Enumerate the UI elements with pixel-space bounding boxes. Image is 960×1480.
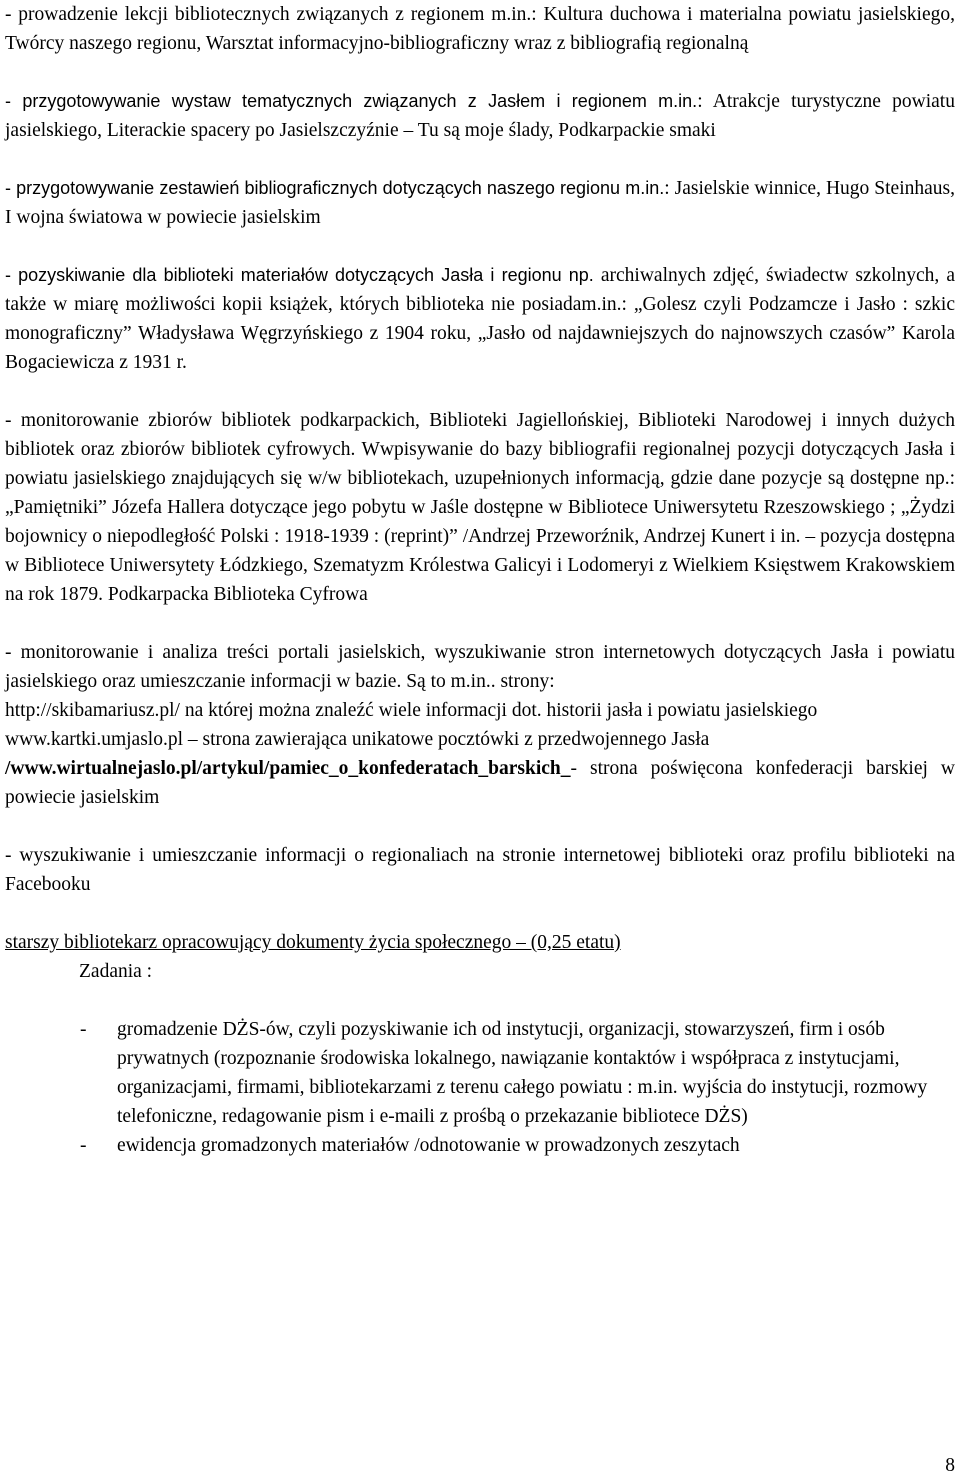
- paragraph-exhibitions: [5, 87, 955, 145]
- wirtualnejaslo-desc: - strona poświęcona konfederacji barskiej w powiecie jasielskim: [5, 758, 955, 808]
- list-dash: -: [80, 1135, 87, 1156]
- page-number: 8: [945, 1455, 955, 1476]
- paragraph-site-kartki: www.kartki.umjaslo.pl – strona zawierająca unikatowe pocztówki z przedwojennego Jasła: [5, 729, 710, 750]
- list-item-text: gromadzenie DŻS-ów, czyli pozyskiwanie ich od instytucji, organizacji, stowarzyszeń, firm i osób prywatnych (rozpoznanie środowiska lokalnego, nawiązanie kontaktów i współpraca z instytucjami, organizacjami, firmami, bibliotekarzami z terenu całego powiatu : m.in. wyjścia do instytucji, rozmowy telefoniczne, redagowanie pism i e-maili z prośbą o przekazanie bibliotece DŻS): [117, 1019, 928, 1127]
- exhibitions-rest: : Atrakcje turystyczne powiatu jasielskiego, Literackie spacery po Jasielszczyźnie – Tu są moje ślady, Podkarpackie smaki: [5, 91, 955, 141]
- section-heading: starszy bibliotekarz opracowujący dokumenty życia społecznego – (0,25 etatu): [5, 932, 621, 953]
- bibliographies-rest: : Jasielskie winnice, Hugo Steinhaus, I wojna światowa w powiecie jasielskim: [5, 178, 955, 228]
- paragraph-monitoring-collections: - monitorowanie zbiorów bibliotek podkarpackich, Biblioteki Jagiellońskiej, Biblioteki Narodowej i innych dużych bibliotek oraz zbiorów bibliotek cyfrowych. Wwpisywanie do bazy bibliografii regionalnej pozycji dotyczących Jasła i powiatu jasielskiego znajdujących się w/w bibliotekach, uzupełnionych informacją, gdzie dane pozycje są dostępne np.: „Pamiętniki” Józefa Hallera dotyczące jego pobytu w Jaśle dostępne w Bibliotece Uniwersytetu Rzeszowskiego ; „Żydzi bojownicy o niepodległość Polski : 1918-1939 : (reprint)” /Andrzej Przeworźnik, Andrzej Kunert i in. – pozycja dostępna w Bibliotece Uniwersytety Łódzkiego, Szematyzm Królestwa Galicyi i Lodomeryi z Wielkiem Księstwem Krakowskiem na rok 1879. Podkarpacka Biblioteka Cyfrowa: [5, 410, 955, 605]
- paragraph-lessons: - prowadzenie lekcji bibliotecznych związanych z regionem m.in.: Kultura duchowa i materialna powiatu jasielskiego, Twórcy naszego regionu, Warsztat informacyjno-bibliograficzny wraz z bibliografią regionalną: [5, 4, 955, 54]
- list-dash: -: [80, 1019, 87, 1040]
- paragraph-acquisition: [5, 261, 955, 377]
- paragraph-monitoring-portals: - monitorowanie i analiza treści portali jasielskich, wyszukiwanie stron internetowych dotyczących Jasła i powiatu jasielskiego oraz umieszczanie informacji w bazie. Są to m.in.. strony:: [5, 642, 955, 692]
- acquisition-lead: - pozyskiwanie dla biblioteki materiałów dotyczących Jasła i regionu np.: [5, 265, 594, 285]
- tasks-list: [5, 1015, 955, 1160]
- list-item: [5, 1131, 955, 1160]
- exhibitions-lead: - przygotowywanie wystaw tematycznych związanych z Jasłem i regionem m.in.: [5, 91, 698, 111]
- list-item-text: ewidencja gromadzonych materiałów /odnotowanie w prowadzonych zeszytach: [117, 1135, 740, 1156]
- wirtualnejaslo-url: /www.wirtualnejaslo.pl/artykul/pamiec_o_konfederatach_barskich_: [5, 758, 571, 779]
- paragraph-site-skiba: http://skibamariusz.pl/ na której można znaleźć wiele informacji dot. historii jasła i powiatu jasielskiego: [5, 700, 818, 721]
- acquisition-rest: archiwalnych zdjęć, świadectw szkolnych, a także w miarę możliwości kopii książek, których biblioteka nie posiadam.in.: „Golesz czyli Podzamcze i Jasło : szkic monograficzny” Władysława Węgrzyńskiego z 1904 roku, „Jasło od najdawniejszych do najnowszych czasów” Karola Bogaciewicza z 1931 r.: [5, 265, 955, 373]
- bibliographies-lead: - przygotowywanie zestawień bibliograficznych dotyczących naszego regionu m.in.: [5, 178, 665, 198]
- paragraph-bibliographies: [5, 174, 955, 232]
- paragraph-regional-info: - wyszukiwanie i umieszczanie informacji o regionaliach na stronie internetowej biblioteki oraz profilu biblioteki na Facebooku: [5, 845, 955, 895]
- list-item: [5, 1015, 955, 1131]
- document-page: [5, 0, 955, 1160]
- tasks-label: Zadania :: [79, 961, 153, 982]
- paragraph-site-wirtualnejaslo: [5, 754, 955, 812]
